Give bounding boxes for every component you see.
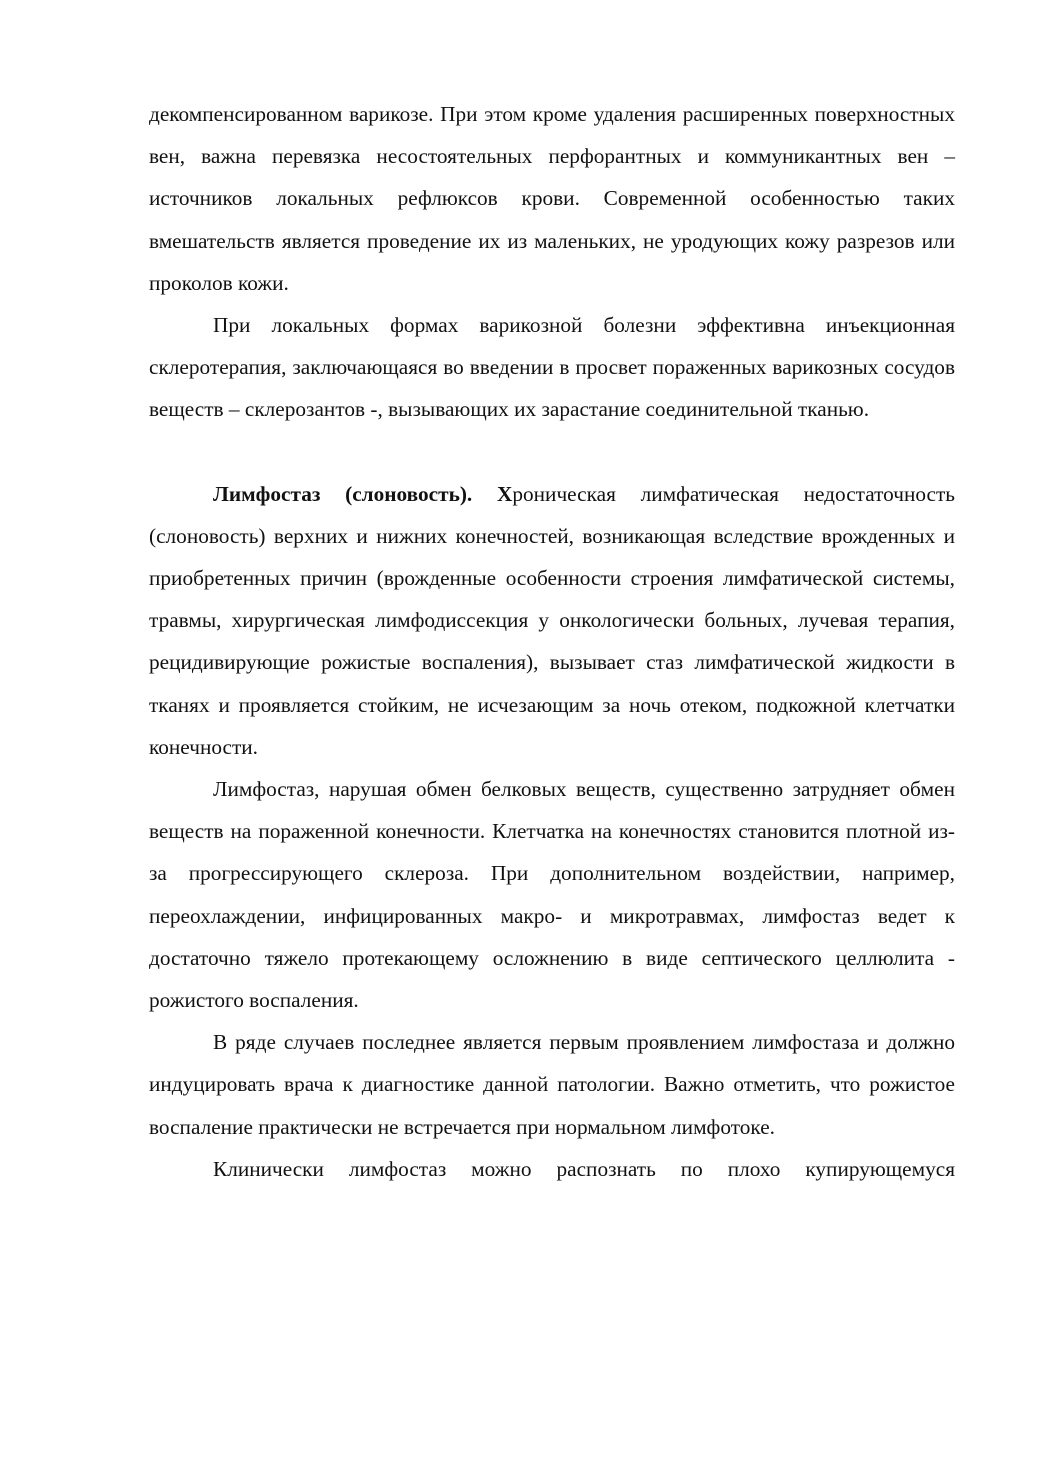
paragraph-body-text: роническая лимфатическая недостаточность (слоновость) верхних и нижних конечностей, возникающая вследствие врожденных и приобретенных причин (врожденные особенности строения лимфатической системы, травмы, хирургическая лимфодиссекция у онкологически больных, лучевая терапия, рецидивирующие рожистые воспаления), вызывает стаз лимфатической жидкости в тканях и проявляется стойким, не исчезающим за ночь отеком, подкожной клетчатки конечности. xyxy=(149,481,955,759)
paragraph-protein-exchange: Лимфостаз, нарушая обмен белковых веществ, существенно затрудняет обмен веществ на пораженной конечности. Клетчатка на конечностях становится плотной из-за прогрессирующего склероза. При дополнительном воздействии, например, переохлаждении, инфицированных макро- и микротравмах, лимфостаз ведет к достаточно тяжело протекающему осложнению в виде септического целлюлита - рожистого воспаления. xyxy=(149,777,955,1013)
paragraph-sclerotherapy: При локальных формах варикозной болезни эффективна инъекционная склеротерапия, заключающаяся во введении в просвет пораженных варикозных сосудов веществ – склерозантов -, вызывающих их зарастание соединительной тканью. xyxy=(149,313,955,422)
paragraph-diagnosis-note: В ряде случаев последнее является первым проявлением лимфостаза и должно индуцировать врача к диагностике данной патологии. Важно отметить, что рожистое воспаление практически не встречается при нормальном лимфотоке. xyxy=(149,1030,955,1139)
paragraph-clinical-recognition: Клинически лимфостаз можно распознать по плохо купирующемуся xyxy=(213,1156,955,1181)
paragraph-lymphostasis-definition xyxy=(149,473,955,768)
heading-first-letter: Х xyxy=(496,481,513,506)
section-heading-lymphostasis: Лимфостаз (слоновость). xyxy=(213,481,473,506)
paragraph-continuation: декомпенсированном варикозе. При этом кроме удаления расширенных поверхностных вен, важна перевязка несостоятельных перфорантных и коммуникантных вен – источников локальных рефлюксов крови. Современной особенностью таких вмешательств является проведение их из маленьких, не уродующих кожу разрезов или проколов кожи. xyxy=(149,102,955,295)
document-page xyxy=(149,93,955,1190)
paragraph-spacer xyxy=(149,431,955,473)
